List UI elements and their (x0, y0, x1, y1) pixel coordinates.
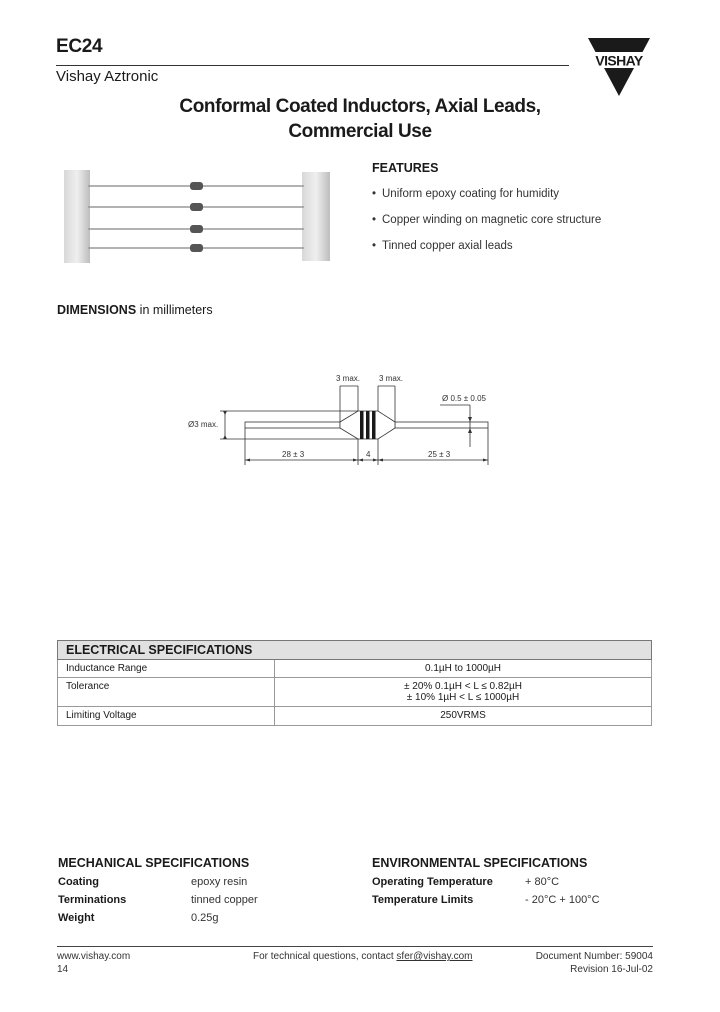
spec-label: Inductance Range (58, 660, 275, 678)
component-row (88, 244, 304, 252)
title-line-2: Commercial Use (288, 121, 432, 142)
table-row (58, 707, 652, 726)
environmental-specs-title: ENVIRONMENTAL SPECIFICATIONS (372, 856, 588, 870)
env-label: Operating Temperature (372, 876, 493, 888)
lead-right (395, 422, 488, 428)
dim-label-body-length: 4 (366, 450, 371, 459)
vishay-logo (584, 36, 654, 98)
bullet: • (372, 240, 377, 252)
tape-strip-left (64, 170, 90, 263)
contact-email-link[interactable]: sfer@vishay.com (396, 951, 473, 962)
company-name: Vishay Aztronic (56, 68, 159, 85)
dim-label-lead-diameter: Ø 0.5 ± 0.05 (442, 394, 486, 403)
header-rule (56, 65, 569, 66)
feature-item: • Uniform epoxy coating for humidity (372, 188, 560, 200)
mech-value: epoxy resin (191, 876, 248, 888)
footer-contact: For technical questions, contact sfer@vishay.com (253, 951, 473, 962)
env-value: + 80°C (525, 876, 560, 888)
table-header-row (58, 641, 652, 660)
footer-rule (57, 946, 653, 947)
dim-label-max-left: 3 max. (336, 374, 361, 383)
dim-label-body-diameter: Ø3 max. (188, 420, 219, 429)
tape-strip-right (302, 172, 330, 261)
dimension-drawing (180, 365, 510, 475)
document-number: Document Number: 59004 (535, 951, 653, 962)
component-row (88, 203, 304, 211)
spec-label: Tolerance (58, 678, 275, 707)
product-photo (64, 170, 330, 263)
spec-value: ± 20% 0.1µH < L ≤ 0.82µH ± 10% 1µH < L ≤ 1000µH (275, 678, 652, 707)
dim-label-max-right: 3 max. (379, 374, 404, 383)
feature-item: • Copper winding on magnetic core structure (372, 214, 602, 226)
mech-value: tinned copper (191, 894, 258, 906)
revision: Revision 16-Jul-02 (570, 964, 653, 975)
footer-website[interactable]: www.vishay.com (57, 951, 131, 962)
env-label: Temperature Limits (372, 894, 474, 906)
mechanical-specs-title: MECHANICAL SPECIFICATIONS (58, 856, 250, 870)
spec-value: 0.1µH to 1000µH (275, 660, 652, 678)
dimensions-heading: DIMENSIONS in millimeters (57, 303, 213, 317)
mech-label: Terminations (58, 894, 127, 906)
dim-label-lead-right: 25 ± 3 (428, 450, 451, 459)
table-row (58, 660, 652, 678)
dim-label-lead-left: 28 ± 3 (282, 450, 305, 459)
electrical-specs-table (57, 640, 652, 726)
part-number: EC24 (56, 36, 103, 57)
mech-value: 0.25g (191, 912, 219, 924)
electrical-specs-title: ELECTRICAL SPECIFICATIONS (58, 641, 652, 660)
title-line-1: Conformal Coated Inductors, Axial Leads, (179, 96, 541, 117)
bullet: • (372, 188, 377, 200)
bullet: • (372, 214, 377, 226)
spec-label: Limiting Voltage (58, 707, 275, 726)
mech-label: Coating (58, 876, 99, 888)
env-value: - 20°C + 100°C (525, 894, 600, 906)
spec-value: 250VRMS (275, 707, 652, 726)
logo-text: VISHAY (595, 52, 643, 69)
table-row (58, 678, 652, 707)
page-title (110, 94, 610, 144)
winding-bands (360, 411, 376, 439)
component-row (88, 182, 304, 190)
feature-item: • Tinned copper axial leads (372, 240, 513, 252)
page-number: 14 (57, 964, 69, 975)
mech-label: Weight (58, 912, 95, 924)
component-row (88, 225, 304, 233)
lead-left (245, 422, 340, 428)
features-title: FEATURES (372, 161, 439, 175)
